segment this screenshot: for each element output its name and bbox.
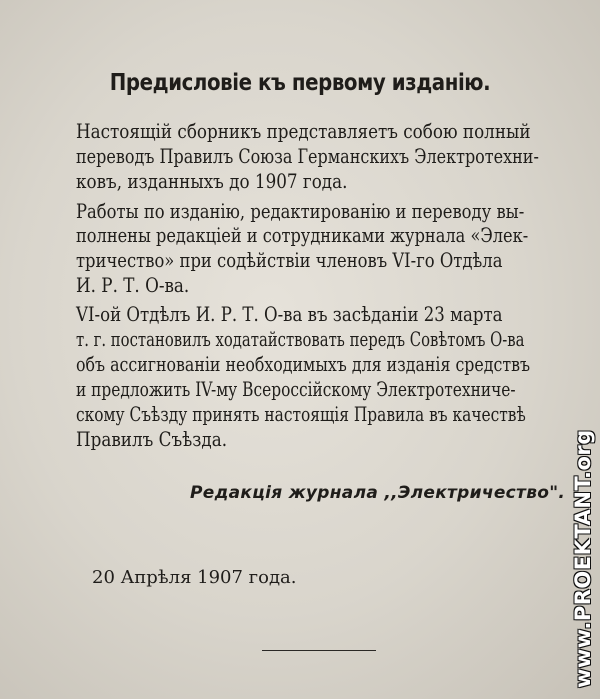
watermark: www.PROEKTANT.org	[571, 429, 595, 688]
text-line: объ ассигнованіи необходимыхъ для изданія средствъ	[76, 353, 531, 376]
text-line: И. Р. Т. О-ва.	[76, 274, 190, 297]
text-line: ковъ, изданныхъ до 1907 года.	[76, 170, 348, 193]
text-line: Настоящій сборникъ представляетъ собою полный	[76, 120, 531, 143]
signature: Редакція журнала ,,Электричество".	[190, 483, 566, 503]
text-line: VI-ой Отдѣлъ И. Р. Т. О-ва въ засѣданіи 23 марта	[76, 303, 503, 326]
text-line: и предложить IV-му Всероссійскому Электротехниче-	[76, 378, 516, 401]
text-line: переводъ Правилъ Союза Германскихъ Электротехни-	[76, 145, 539, 168]
text-line: Правилъ Съѣзда.	[76, 428, 228, 451]
page-title: Предисловіе къ первому изданію.	[109, 70, 491, 96]
text-line: т. г. постановилъ ходатайствовать передъ Совѣтомъ О-ва	[76, 328, 525, 351]
divider-rule	[262, 650, 376, 651]
text-line: тричество» при содѣйствіи членовъ VI-го Отдѣла	[76, 249, 503, 272]
text-line: полнены редакціей и сотрудниками журнала «Элек-	[76, 224, 529, 247]
text-line: Работы по изданію, редактированію и переводу вы-	[76, 200, 525, 223]
text-line: скому Съѣзду принять настоящія Правила въ качествѣ	[76, 403, 526, 426]
date-line: 20 Апрѣля 1907 года.	[92, 567, 297, 588]
